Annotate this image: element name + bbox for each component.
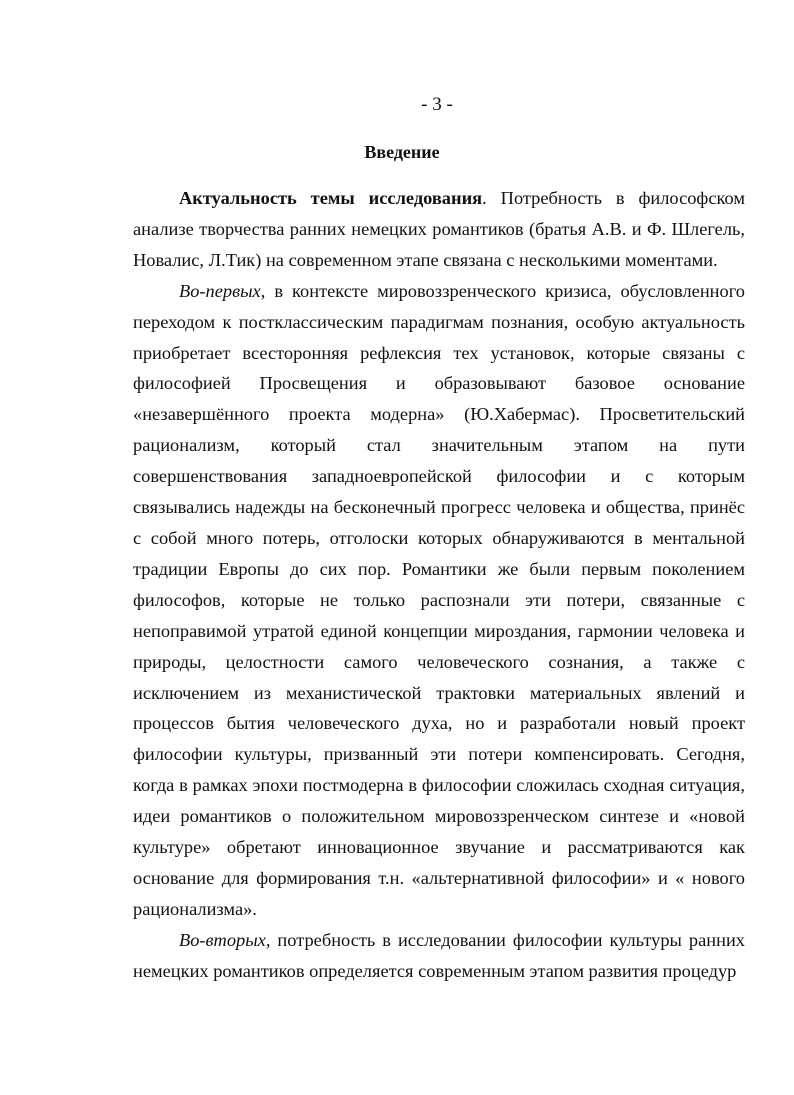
paragraph-lead-italic: Во-вторых (179, 929, 266, 950)
paragraph-first-point (133, 276, 745, 925)
paragraph-text: , потребность в исследовании философии культуры ранних немецких романтиков определяется современным этапом развития процедур (133, 929, 745, 981)
paragraph-text: , в контексте мировоззренческого кризиса, обусловленного переходом к постклассическим парадигмам познания, особую актуальность приобретает всесторонняя рефлексия тех установок, которые связаны с философией Просвещения и образовывают базовое основание «незавершённого проекта модерна» (Ю.Хабермас). Просветительский рационализм, который стал значительным этапом на пути совершенствования западноевропейской философии и с которым связывались надежды на бесконечный прогресс человека и общества, принёс с собой много потерь, отголоски которых обнаруживаются в ментальной традиции Европы до сих пор. Романтики же были первым поколением философов, которые не только распознали эти потери, связанные с непоправимой утратой единой концепции мироздания, гармонии человека и природы, целостности самого человеческого сознания, а также с исключением из механистической трактовки материальных явлений и процессов бытия человеческого духа, но и разработали новый проект философии культуры, призванный эти потери компенсировать. Сегодня, когда в рамках эпохи постмодерна в философии сложилась сходная ситуация, идеи романтиков о положительном мировоззренческом синтезе и «новой культуре» обретают инновационное звучание и рассматриваются как основание для формирования т.н. «альтернативной философии» и « нового рационализма». (133, 280, 745, 919)
paragraph-relevance (133, 183, 745, 276)
paragraph-second-point (133, 925, 745, 987)
paragraph-text: . Потребность в философском анализе творчества ранних немецких романтиков (братья А.В. и Ф. Шлегель, Новалис, Л.Тик) на современном этапе связана с несколькими моментами. (133, 188, 745, 270)
body-text (133, 183, 745, 987)
section-heading: Введение (364, 142, 440, 162)
paragraph-lead-italic: Во-первых (179, 280, 261, 301)
paragraph-lead-bold: Актуальность темы исследования (179, 188, 483, 208)
page-number: - 3 - (421, 94, 453, 115)
